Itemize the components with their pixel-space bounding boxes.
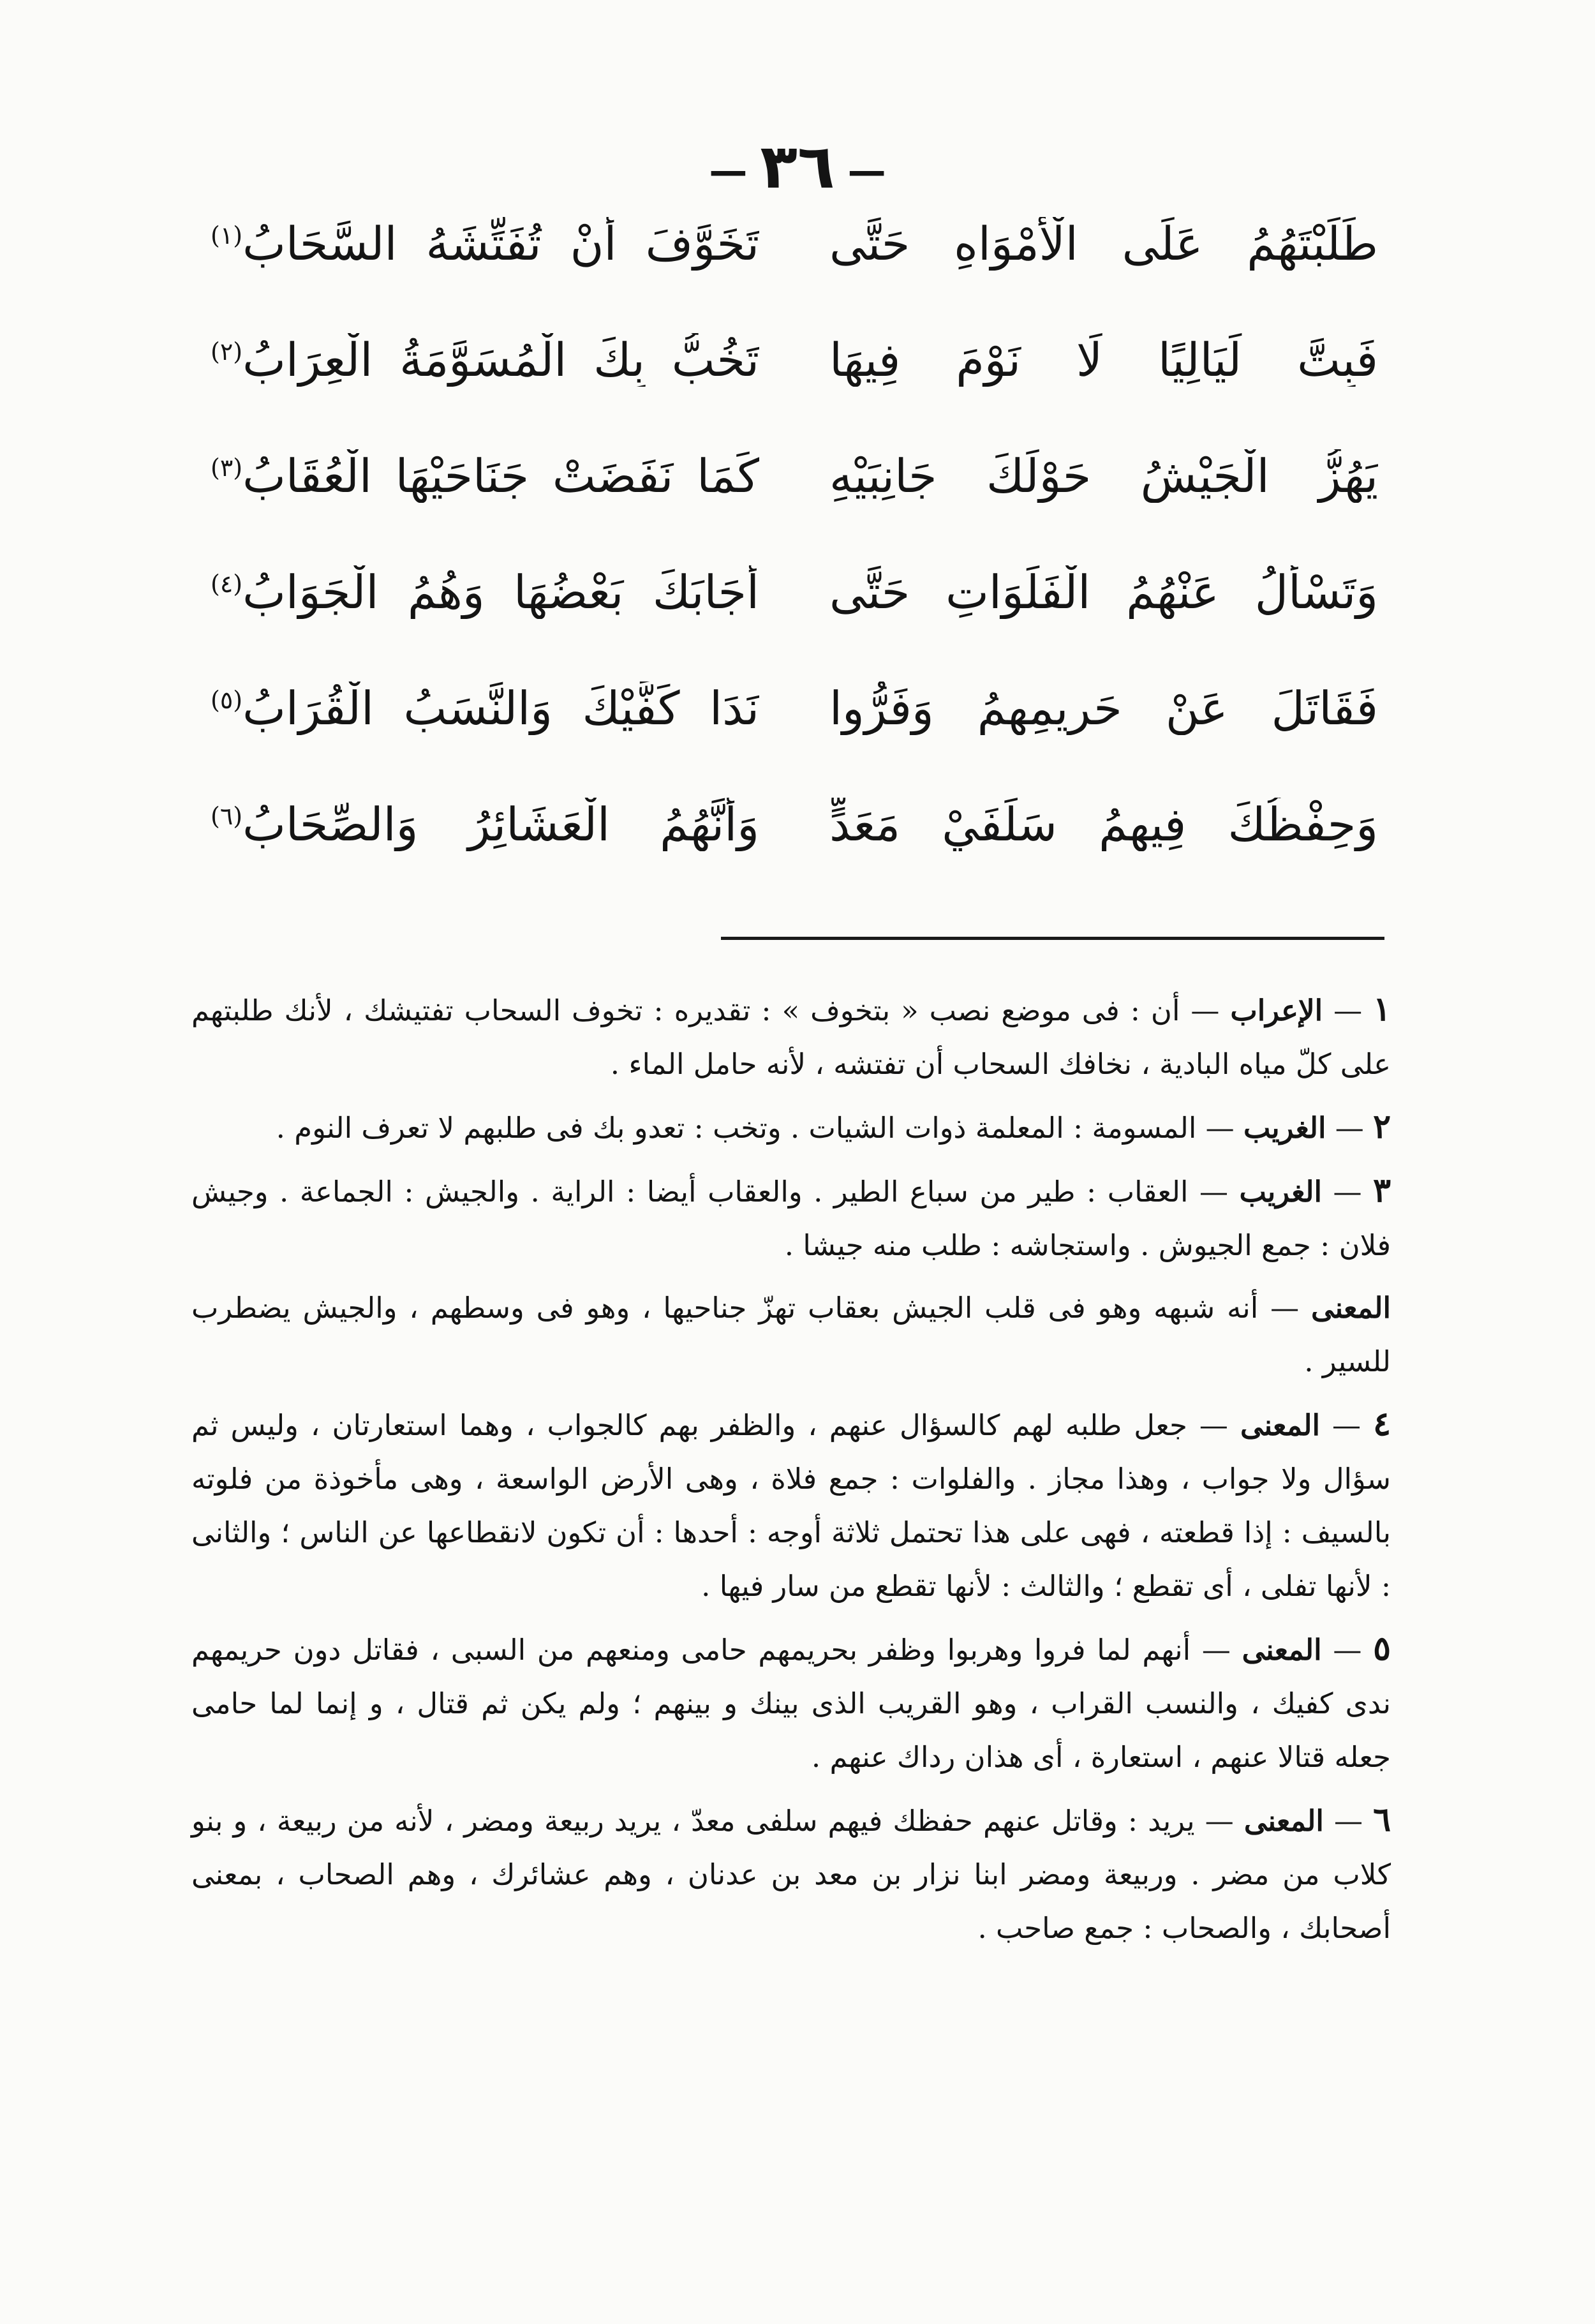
footnote-ref: (٣) [211, 454, 243, 482]
verse-second-text: وَأَنَّهُمُ الْعَشَائِرُ وَالصِّحَابُ [242, 798, 759, 851]
verse [211, 682, 1378, 798]
footnote-label: المعنى [1310, 1291, 1391, 1325]
footnote: ١ — الإعراب — أن : فى موضع نصب « بتخوف » : تقديره : تخوف السحاب تفتيشك ، لأنك طلبتهم على كلّ مياه البادية ، نخافك السحاب أن تفتشه ، لأنه حامل الماء . [191, 990, 1391, 1081]
footnote-ref: (٦) [211, 802, 243, 830]
verse-second-text: أَجَابَكَ بَعْضُهَا وَهُمُ الْجَوَابُ [242, 565, 759, 619]
footnote-text: أنهم لما فروا وهربوا وظفر بحريمهم حامى ومنعهم من السبى ، فقاتل دون حريمهم ندى كفيك ، والنسب القراب ، وهو القريب الذى بينك و بينهم ؛ ولم يكن ثم قتال ، و إنما لما حامى جعله قتالا عنهم ، استعارة ، أى هذان رداك عنهم . [191, 1633, 1391, 1774]
footnote-label: المعنى [1240, 1408, 1320, 1442]
footnote-number: ١ [1373, 990, 1391, 1029]
footnote-number: ٥ [1373, 1629, 1391, 1668]
footnote: المعنى — أنه شبهه وهو فى قلب الجيش بعقاب تهزّ جناحيها ، وهو فى وسطهم ، والجيش يضطرب للسير . [191, 1291, 1391, 1378]
verse-second-hemistich [211, 449, 759, 503]
verse-second-text: نَدَا كَفَّيْكَ وَالنَّسَبُ الْقُرَابُ [242, 682, 759, 735]
footnote: ٦ — المعنى — يريد : وقاتل عنهم حفظك فيهم سلفى معدّ ، يريد ربيعة ومضر ، لأنه من ربيعة ، و بنو كلاب من مضر . وربيعة ومضر ابنا نزار بن معد بن عدنان ، وهم عشائرك ، وهم الصحاب ، بمعنى أصحابك ، والصحاب : جمع صاحب . [191, 1800, 1391, 1945]
footnote-ref: (٢) [211, 338, 243, 366]
verse-second-text: تَخُبُّ بِكَ الْمُسَوَّمَةُ الْعِرَابُ [242, 333, 759, 387]
footnote-label: الإعراب [1230, 994, 1323, 1027]
verse-first-hemistich: فَبِتَّ لَيَالِيًا لَا نَوْمَ فِيهَا [829, 333, 1378, 387]
footnote-text: يريد : وقاتل عنهم حفظك فيهم سلفى معدّ ، يريد ربيعة ومضر ، لأنه من ربيعة ، و بنو كلاب من مضر . وربيعة ومضر ابنا نزار بن معد بن عدنان ، وهم عشائرك ، وهم الصحاب ، بمعنى أصحابك ، والصحاب : جمع صاحب . [191, 1804, 1391, 1945]
verse-second-hemistich [211, 217, 759, 271]
footnote-ref: (٤) [211, 570, 243, 598]
footnote-number: ٢ [1373, 1107, 1391, 1146]
verse-second-hemistich [211, 798, 759, 851]
verse-second-hemistich [211, 565, 759, 619]
verse [211, 565, 1378, 682]
footnote-label: المعنى [1243, 1804, 1324, 1838]
verse-first-hemistich: يَهُزُّ الْجَيْشُ حَوْلَكَ جَانِبَيْهِ [829, 449, 1378, 503]
footnote: ٤ — المعنى — جعل طلبه لهم كالسؤال عنهم ، والظفر بهم كالجواب ، وهما استعارتان ، وليس ثم سؤال ولا جواب ، وهذا مجاز . والفلوات : جمع فلاة ، وهى الأرض الواسعة ، وهى مأخوذة من فلوته بالسيف : إذا قطعته ، فهى على هذا تحتمل ثلاثة أوجه : أحدها : أن تكون لانقطاعها عن الناس ؛ والثانى : لأنها تفلى ، أى تقطع ؛ والثالث : لأنها تقطع من سار فيها . [191, 1404, 1391, 1603]
verse-first-hemistich: طَلَبْتَهُمُ عَلَى الْأَمْوَاهِ حَتَّى [829, 217, 1378, 271]
footnote: ٥ — المعنى — أنهم لما فروا وهربوا وظفر بحريمهم حامى ومنعهم من السبى ، فقاتل دون حريمهم ندى كفيك ، والنسب القراب ، وهو القريب الذى بينك و بينهم ؛ ولم يكن ثم قتال ، و إنما لما حامى جعله قتالا عنهم ، استعارة ، أى هذان رداك عنهم . [191, 1629, 1391, 1774]
footnote-text: أن : فى موضع نصب « بتخوف » : تقديره : تخوف السحاب تفتيشك ، لأنك طلبتهم على كلّ مياه البادية ، نخافك السحاب أن تفتشه ، لأنه حامل الماء . [191, 994, 1391, 1081]
footnote-label: الغريب [1243, 1111, 1326, 1145]
footnote-separator [721, 937, 1384, 940]
footnote-number: ٤ [1373, 1404, 1391, 1443]
verse-first-hemistich: وَحِفْظُكَ فِيهِمُ سَلَفَيْ مَعَدٍّ [829, 798, 1378, 851]
verse-first-hemistich: وَتَسْأَلُ عَنْهُمُ الْفَلَوَاتِ حَتَّى [829, 565, 1378, 619]
verse [211, 449, 1378, 565]
verse-second-text: تَخَوَّفَ أَنْ تُفَتِّشَهُ السَّحَابُ [242, 217, 759, 271]
verse-second-hemistich [211, 333, 759, 387]
footnote-text: المسومة : المعلمة ذوات الشيات . وتخب : تعدو بك فى طلبهم لا تعرف النوم . [276, 1111, 1197, 1145]
footnotes [191, 983, 1391, 1964]
footnote: ٣ — الغريب — العقاب : طير من سباع الطير . والعقاب أيضا : الراية . والجيش : الجماعة . وجيش فلان : جمع الجيوش . واستجاشه : طلب منه جيشا . [191, 1171, 1391, 1262]
verse [211, 333, 1378, 449]
footnote: ٢ — الغريب — المسومة : المعلمة ذوات الشيات . وتخب : تعدو بك فى طلبهم لا تعرف النوم . [276, 1107, 1391, 1146]
footnote-number: ٣ [1373, 1171, 1391, 1210]
footnote-label: المعنى [1242, 1633, 1322, 1667]
verse [211, 798, 1378, 914]
verse-first-hemistich: فَقَاتَلَ عَنْ حَرِيمِهِمُ وَفَرُّوا [829, 682, 1378, 735]
footnote-text: جعل طلبه لهم كالسؤال عنهم ، والظفر بهم كالجواب ، وهما استعارتان ، وليس ثم سؤال ولا جواب ، وهذا مجاز . والفلوات : جمع فلاة ، وهى الأرض الواسعة ، وهى مأخوذة من فلوته بالسيف : إذا قطعته ، فهى على هذا تحتمل ثلاثة أوجه : أحدها : أن تكون لانقطاعها عن الناس ؛ والثانى : لأنها تفلى ، أى تقطع ؛ والثالث : لأنها تقطع من سار فيها . [191, 1408, 1391, 1603]
footnote-text: العقاب : طير من سباع الطير . والعقاب أيضا : الراية . والجيش : الجماعة . وجيش فلان : جمع الجيوش . واستجاشه : طلب منه جيشا . [191, 1175, 1391, 1262]
footnote-ref: (١) [211, 221, 243, 250]
page-number-value: ٣٦ [760, 131, 835, 202]
footnote-label: الغريب [1239, 1175, 1322, 1209]
footnote-number: ٦ [1373, 1800, 1391, 1839]
page-number: —٣٦— [709, 131, 886, 202]
footnote-ref: (٥) [211, 686, 243, 714]
verse-second-text: كَمَا نَفَضَتْ جَنَاحَيْهَا الْعُقَابُ [242, 449, 759, 503]
poem [211, 217, 1378, 914]
verse-second-hemistich [211, 682, 759, 735]
footnote-text: أنه شبهه وهو فى قلب الجيش بعقاب تهزّ جناحيها ، وهو فى وسطهم ، والجيش يضطرب للسير . [191, 1291, 1391, 1378]
verse [211, 217, 1378, 333]
